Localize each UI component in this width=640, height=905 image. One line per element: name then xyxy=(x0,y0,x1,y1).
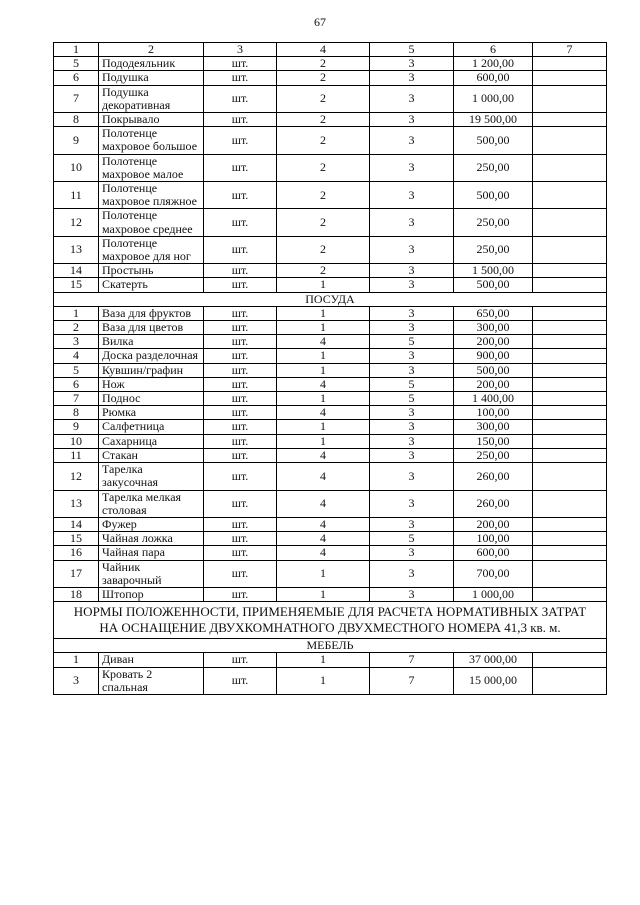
dishes-table-row xyxy=(54,434,607,448)
service-life-cell: 3 xyxy=(370,434,454,448)
price-cell: 500,00 xyxy=(454,182,533,209)
unit-cell: шт. xyxy=(204,154,277,181)
service-life-cell: 5 xyxy=(370,392,454,406)
col-header-7: 7 xyxy=(533,43,607,57)
item-name: Подушка xyxy=(99,71,204,85)
textile-table-row xyxy=(54,182,607,209)
textile-table-row xyxy=(54,71,607,85)
quantity-cell: 4 xyxy=(277,335,370,349)
service-life-cell: 5 xyxy=(370,335,454,349)
empty-cell xyxy=(533,653,607,667)
price-cell: 700,00 xyxy=(454,560,533,587)
unit-cell: шт. xyxy=(204,406,277,420)
item-name: Кровать 2 спальная xyxy=(99,667,204,694)
empty-cell xyxy=(533,57,607,71)
norms-heading-line-2: НА ОСНАЩЕНИЕ ДВУХКОМНАТНОГО ДВУХМЕСТНОГО НОМЕРА 41,3 кв. м. xyxy=(99,620,561,636)
price-cell: 15 000,00 xyxy=(454,667,533,694)
service-life-cell: 3 xyxy=(370,278,454,292)
dishes-table-row xyxy=(54,448,607,462)
item-name: Полотенце махровое среднее xyxy=(99,209,204,236)
item-name: Полотенце махровое большое xyxy=(99,127,204,154)
unit-cell: шт. xyxy=(204,85,277,112)
item-name: Рюмка xyxy=(99,406,204,420)
item-name: Салфетница xyxy=(99,420,204,434)
dishes-table-row xyxy=(54,392,607,406)
unit-cell: шт. xyxy=(204,517,277,531)
section-title-mebel: МЕБЕЛЬ xyxy=(54,639,607,653)
page-number: 67 xyxy=(314,15,326,29)
row-number: 3 xyxy=(54,335,99,349)
empty-cell xyxy=(533,463,607,490)
service-life-cell: 3 xyxy=(370,349,454,363)
dishes-table-row xyxy=(54,349,607,363)
quantity-cell: 4 xyxy=(277,463,370,490)
service-life-cell: 3 xyxy=(370,463,454,490)
quantity-cell: 1 xyxy=(277,434,370,448)
empty-cell xyxy=(533,306,607,320)
service-life-cell: 3 xyxy=(370,420,454,434)
empty-cell xyxy=(533,264,607,278)
row-number: 14 xyxy=(54,264,99,278)
empty-cell xyxy=(533,420,607,434)
row-number: 7 xyxy=(54,85,99,112)
quantity-cell: 1 xyxy=(277,306,370,320)
unit-cell: шт. xyxy=(204,448,277,462)
empty-cell xyxy=(533,113,607,127)
quantity-cell: 1 xyxy=(277,587,370,601)
unit-cell: шт. xyxy=(204,546,277,560)
row-number: 12 xyxy=(54,463,99,490)
price-cell: 19 500,00 xyxy=(454,113,533,127)
row-number: 8 xyxy=(54,113,99,127)
empty-cell xyxy=(533,517,607,531)
empty-cell xyxy=(533,667,607,694)
row-number: 18 xyxy=(54,587,99,601)
service-life-cell: 3 xyxy=(370,264,454,278)
item-name: Полотенце махровое пляжное xyxy=(99,182,204,209)
dishes-table-row xyxy=(54,377,607,391)
textile-table-row xyxy=(54,113,607,127)
price-cell: 900,00 xyxy=(454,349,533,363)
unit-cell: шт. xyxy=(204,349,277,363)
unit-cell: шт. xyxy=(204,377,277,391)
item-name: Диван xyxy=(99,653,204,667)
row-number: 16 xyxy=(54,546,99,560)
dishes-table-row xyxy=(54,321,607,335)
price-cell: 260,00 xyxy=(454,490,533,517)
unit-cell: шт. xyxy=(204,532,277,546)
unit-cell: шт. xyxy=(204,667,277,694)
quantity-cell: 1 xyxy=(277,349,370,363)
empty-cell xyxy=(533,335,607,349)
unit-cell: шт. xyxy=(204,587,277,601)
quantity-cell: 4 xyxy=(277,517,370,531)
quantity-cell: 1 xyxy=(277,653,370,667)
service-life-cell: 7 xyxy=(370,653,454,667)
quantity-cell: 2 xyxy=(277,71,370,85)
empty-cell xyxy=(533,85,607,112)
empty-cell xyxy=(533,209,607,236)
unit-cell: шт. xyxy=(204,463,277,490)
row-number: 5 xyxy=(54,363,99,377)
dishes-table-row xyxy=(54,532,607,546)
unit-cell: шт. xyxy=(204,490,277,517)
price-cell: 500,00 xyxy=(454,127,533,154)
quantity-cell: 4 xyxy=(277,532,370,546)
price-cell: 1 200,00 xyxy=(454,57,533,71)
quantity-cell: 1 xyxy=(277,392,370,406)
item-name: Тарелка закусочная xyxy=(99,463,204,490)
empty-cell xyxy=(533,532,607,546)
row-number: 1 xyxy=(54,306,99,320)
empty-cell xyxy=(533,321,607,335)
unit-cell: шт. xyxy=(204,113,277,127)
price-cell: 250,00 xyxy=(454,448,533,462)
norms-table xyxy=(53,42,607,695)
col-header-5: 5 xyxy=(370,43,454,57)
service-life-cell: 3 xyxy=(370,113,454,127)
service-life-cell: 3 xyxy=(370,363,454,377)
price-cell: 250,00 xyxy=(454,236,533,263)
item-name: Сахарница xyxy=(99,434,204,448)
item-name: Штопор xyxy=(99,587,204,601)
item-name: Покрывало xyxy=(99,113,204,127)
service-life-cell: 3 xyxy=(370,57,454,71)
service-life-cell: 3 xyxy=(370,546,454,560)
empty-cell xyxy=(533,406,607,420)
quantity-cell: 1 xyxy=(277,278,370,292)
quantity-cell: 4 xyxy=(277,406,370,420)
item-name: Пододеяльник xyxy=(99,57,204,71)
empty-cell xyxy=(533,363,607,377)
service-life-cell: 3 xyxy=(370,560,454,587)
textile-table-row xyxy=(54,278,607,292)
unit-cell: шт. xyxy=(204,560,277,587)
empty-cell xyxy=(533,392,607,406)
section-title-posuda: ПОСУДА xyxy=(54,292,607,306)
item-name: Подушка декоративная xyxy=(99,85,204,112)
empty-cell xyxy=(533,236,607,263)
item-name: Тарелка мелкая столовая xyxy=(99,490,204,517)
item-name: Кувшин/графин xyxy=(99,363,204,377)
row-number: 9 xyxy=(54,420,99,434)
section-title-mebel-row xyxy=(54,639,607,653)
dishes-table-row xyxy=(54,406,607,420)
item-name: Поднос xyxy=(99,392,204,406)
col-header-4: 4 xyxy=(277,43,370,57)
row-number: 6 xyxy=(54,71,99,85)
col-header-3: 3 xyxy=(204,43,277,57)
price-cell: 250,00 xyxy=(454,209,533,236)
quantity-cell: 1 xyxy=(277,667,370,694)
service-life-cell: 3 xyxy=(370,448,454,462)
empty-cell xyxy=(533,587,607,601)
quantity-cell: 4 xyxy=(277,546,370,560)
quantity-cell: 2 xyxy=(277,264,370,278)
row-number: 4 xyxy=(54,349,99,363)
empty-cell xyxy=(533,546,607,560)
norms-heading xyxy=(54,602,607,639)
dishes-table-row xyxy=(54,546,607,560)
unit-cell: шт. xyxy=(204,420,277,434)
item-name: Доска разделочная xyxy=(99,349,204,363)
quantity-cell: 2 xyxy=(277,182,370,209)
furniture-table-row xyxy=(54,653,607,667)
row-number: 6 xyxy=(54,377,99,391)
row-number: 7 xyxy=(54,392,99,406)
item-name: Чайная ложка xyxy=(99,532,204,546)
unit-cell: шт. xyxy=(204,653,277,667)
service-life-cell: 5 xyxy=(370,377,454,391)
service-life-cell: 3 xyxy=(370,127,454,154)
item-name: Фужер xyxy=(99,517,204,531)
dishes-table-row xyxy=(54,363,607,377)
service-life-cell: 5 xyxy=(370,532,454,546)
price-cell: 650,00 xyxy=(454,306,533,320)
item-name: Чайная пара xyxy=(99,546,204,560)
price-cell: 250,00 xyxy=(454,154,533,181)
service-life-cell: 3 xyxy=(370,209,454,236)
item-name: Нож xyxy=(99,377,204,391)
dishes-table-row xyxy=(54,587,607,601)
quantity-cell: 4 xyxy=(277,490,370,517)
norms-heading-line-1: НОРМЫ ПОЛОЖЕННОСТИ, ПРИМЕНЯЕМЫЕ ДЛЯ РАСЧЕТА НОРМАТИВНЫХ ЗАТРАТ xyxy=(73,604,587,620)
unit-cell: шт. xyxy=(204,209,277,236)
item-name: Полотенце махровое для ног xyxy=(99,236,204,263)
quantity-cell: 2 xyxy=(277,85,370,112)
empty-cell xyxy=(533,154,607,181)
row-number: 15 xyxy=(54,532,99,546)
unit-cell: шт. xyxy=(204,335,277,349)
row-number: 15 xyxy=(54,278,99,292)
price-cell: 200,00 xyxy=(454,377,533,391)
row-number: 2 xyxy=(54,321,99,335)
row-number: 10 xyxy=(54,434,99,448)
unit-cell: шт. xyxy=(204,127,277,154)
service-life-cell: 3 xyxy=(370,321,454,335)
row-number: 12 xyxy=(54,209,99,236)
dishes-table-row xyxy=(54,335,607,349)
unit-cell: шт. xyxy=(204,264,277,278)
price-cell: 600,00 xyxy=(454,546,533,560)
dishes-table-row xyxy=(54,463,607,490)
section-title-posuda-row xyxy=(54,292,607,306)
unit-cell: шт. xyxy=(204,363,277,377)
dishes-table-row xyxy=(54,517,607,531)
empty-cell xyxy=(533,278,607,292)
unit-cell: шт. xyxy=(204,182,277,209)
quantity-cell: 1 xyxy=(277,363,370,377)
service-life-cell: 3 xyxy=(370,85,454,112)
textile-table-row xyxy=(54,127,607,154)
quantity-cell: 1 xyxy=(277,420,370,434)
empty-cell xyxy=(533,490,607,517)
row-number: 9 xyxy=(54,127,99,154)
col-header-2: 2 xyxy=(99,43,204,57)
item-name: Ваза для цветов xyxy=(99,321,204,335)
quantity-cell: 2 xyxy=(277,127,370,154)
quantity-cell: 2 xyxy=(277,154,370,181)
dishes-table-row xyxy=(54,490,607,517)
norms-table-container xyxy=(53,42,606,695)
textile-table-row xyxy=(54,85,607,112)
unit-cell: шт. xyxy=(204,392,277,406)
textile-table-row xyxy=(54,154,607,181)
col-header-6: 6 xyxy=(454,43,533,57)
col-header-1: 1 xyxy=(54,43,99,57)
item-name: Ваза для фруктов xyxy=(99,306,204,320)
service-life-cell: 3 xyxy=(370,517,454,531)
quantity-cell: 4 xyxy=(277,377,370,391)
quantity-cell: 4 xyxy=(277,448,370,462)
service-life-cell: 3 xyxy=(370,306,454,320)
service-life-cell: 3 xyxy=(370,490,454,517)
service-life-cell: 3 xyxy=(370,236,454,263)
price-cell: 1 000,00 xyxy=(454,85,533,112)
item-name: Скатерть xyxy=(99,278,204,292)
unit-cell: шт. xyxy=(204,236,277,263)
price-cell: 260,00 xyxy=(454,463,533,490)
table-body xyxy=(54,43,607,695)
empty-cell xyxy=(533,448,607,462)
price-cell: 150,00 xyxy=(454,434,533,448)
column-numbers-row xyxy=(54,43,607,57)
row-number: 13 xyxy=(54,490,99,517)
price-cell: 600,00 xyxy=(454,71,533,85)
quantity-cell: 2 xyxy=(277,236,370,263)
unit-cell: шт. xyxy=(204,306,277,320)
unit-cell: шт. xyxy=(204,57,277,71)
quantity-cell: 2 xyxy=(277,209,370,236)
price-cell: 500,00 xyxy=(454,363,533,377)
quantity-cell: 1 xyxy=(277,321,370,335)
row-number: 1 xyxy=(54,653,99,667)
price-cell: 1 500,00 xyxy=(454,264,533,278)
price-cell: 300,00 xyxy=(454,420,533,434)
row-number: 3 xyxy=(54,667,99,694)
row-number: 14 xyxy=(54,517,99,531)
unit-cell: шт. xyxy=(204,434,277,448)
price-cell: 1 000,00 xyxy=(454,587,533,601)
service-life-cell: 7 xyxy=(370,667,454,694)
price-cell: 37 000,00 xyxy=(454,653,533,667)
service-life-cell: 3 xyxy=(370,406,454,420)
quantity-cell: 1 xyxy=(277,560,370,587)
dishes-table-row xyxy=(54,560,607,587)
price-cell: 100,00 xyxy=(454,406,533,420)
empty-cell xyxy=(533,127,607,154)
item-name: Вилка xyxy=(99,335,204,349)
item-name: Чайник заварочный xyxy=(99,560,204,587)
textile-table-row xyxy=(54,236,607,263)
row-number: 11 xyxy=(54,182,99,209)
row-number: 8 xyxy=(54,406,99,420)
empty-cell xyxy=(533,560,607,587)
row-number: 5 xyxy=(54,57,99,71)
row-number: 11 xyxy=(54,448,99,462)
service-life-cell: 3 xyxy=(370,587,454,601)
empty-cell xyxy=(533,377,607,391)
service-life-cell: 3 xyxy=(370,71,454,85)
price-cell: 1 400,00 xyxy=(454,392,533,406)
price-cell: 300,00 xyxy=(454,321,533,335)
service-life-cell: 3 xyxy=(370,182,454,209)
empty-cell xyxy=(533,434,607,448)
quantity-cell: 2 xyxy=(277,57,370,71)
norms-heading-row xyxy=(54,602,607,639)
item-name: Полотенце махровое малое xyxy=(99,154,204,181)
quantity-cell: 2 xyxy=(277,113,370,127)
furniture-table-row xyxy=(54,667,607,694)
service-life-cell: 3 xyxy=(370,154,454,181)
row-number: 10 xyxy=(54,154,99,181)
unit-cell: шт. xyxy=(204,278,277,292)
empty-cell xyxy=(533,182,607,209)
unit-cell: шт. xyxy=(204,321,277,335)
textile-table-row xyxy=(54,209,607,236)
textile-table-row xyxy=(54,57,607,71)
price-cell: 200,00 xyxy=(454,335,533,349)
textile-table-row xyxy=(54,264,607,278)
item-name: Простынь xyxy=(99,264,204,278)
dishes-table-row xyxy=(54,306,607,320)
price-cell: 200,00 xyxy=(454,517,533,531)
empty-cell xyxy=(533,71,607,85)
dishes-table-row xyxy=(54,420,607,434)
price-cell: 100,00 xyxy=(454,532,533,546)
item-name: Стакан xyxy=(99,448,204,462)
price-cell: 500,00 xyxy=(454,278,533,292)
unit-cell: шт. xyxy=(204,71,277,85)
empty-cell xyxy=(533,349,607,363)
row-number: 13 xyxy=(54,236,99,263)
row-number: 17 xyxy=(54,560,99,587)
